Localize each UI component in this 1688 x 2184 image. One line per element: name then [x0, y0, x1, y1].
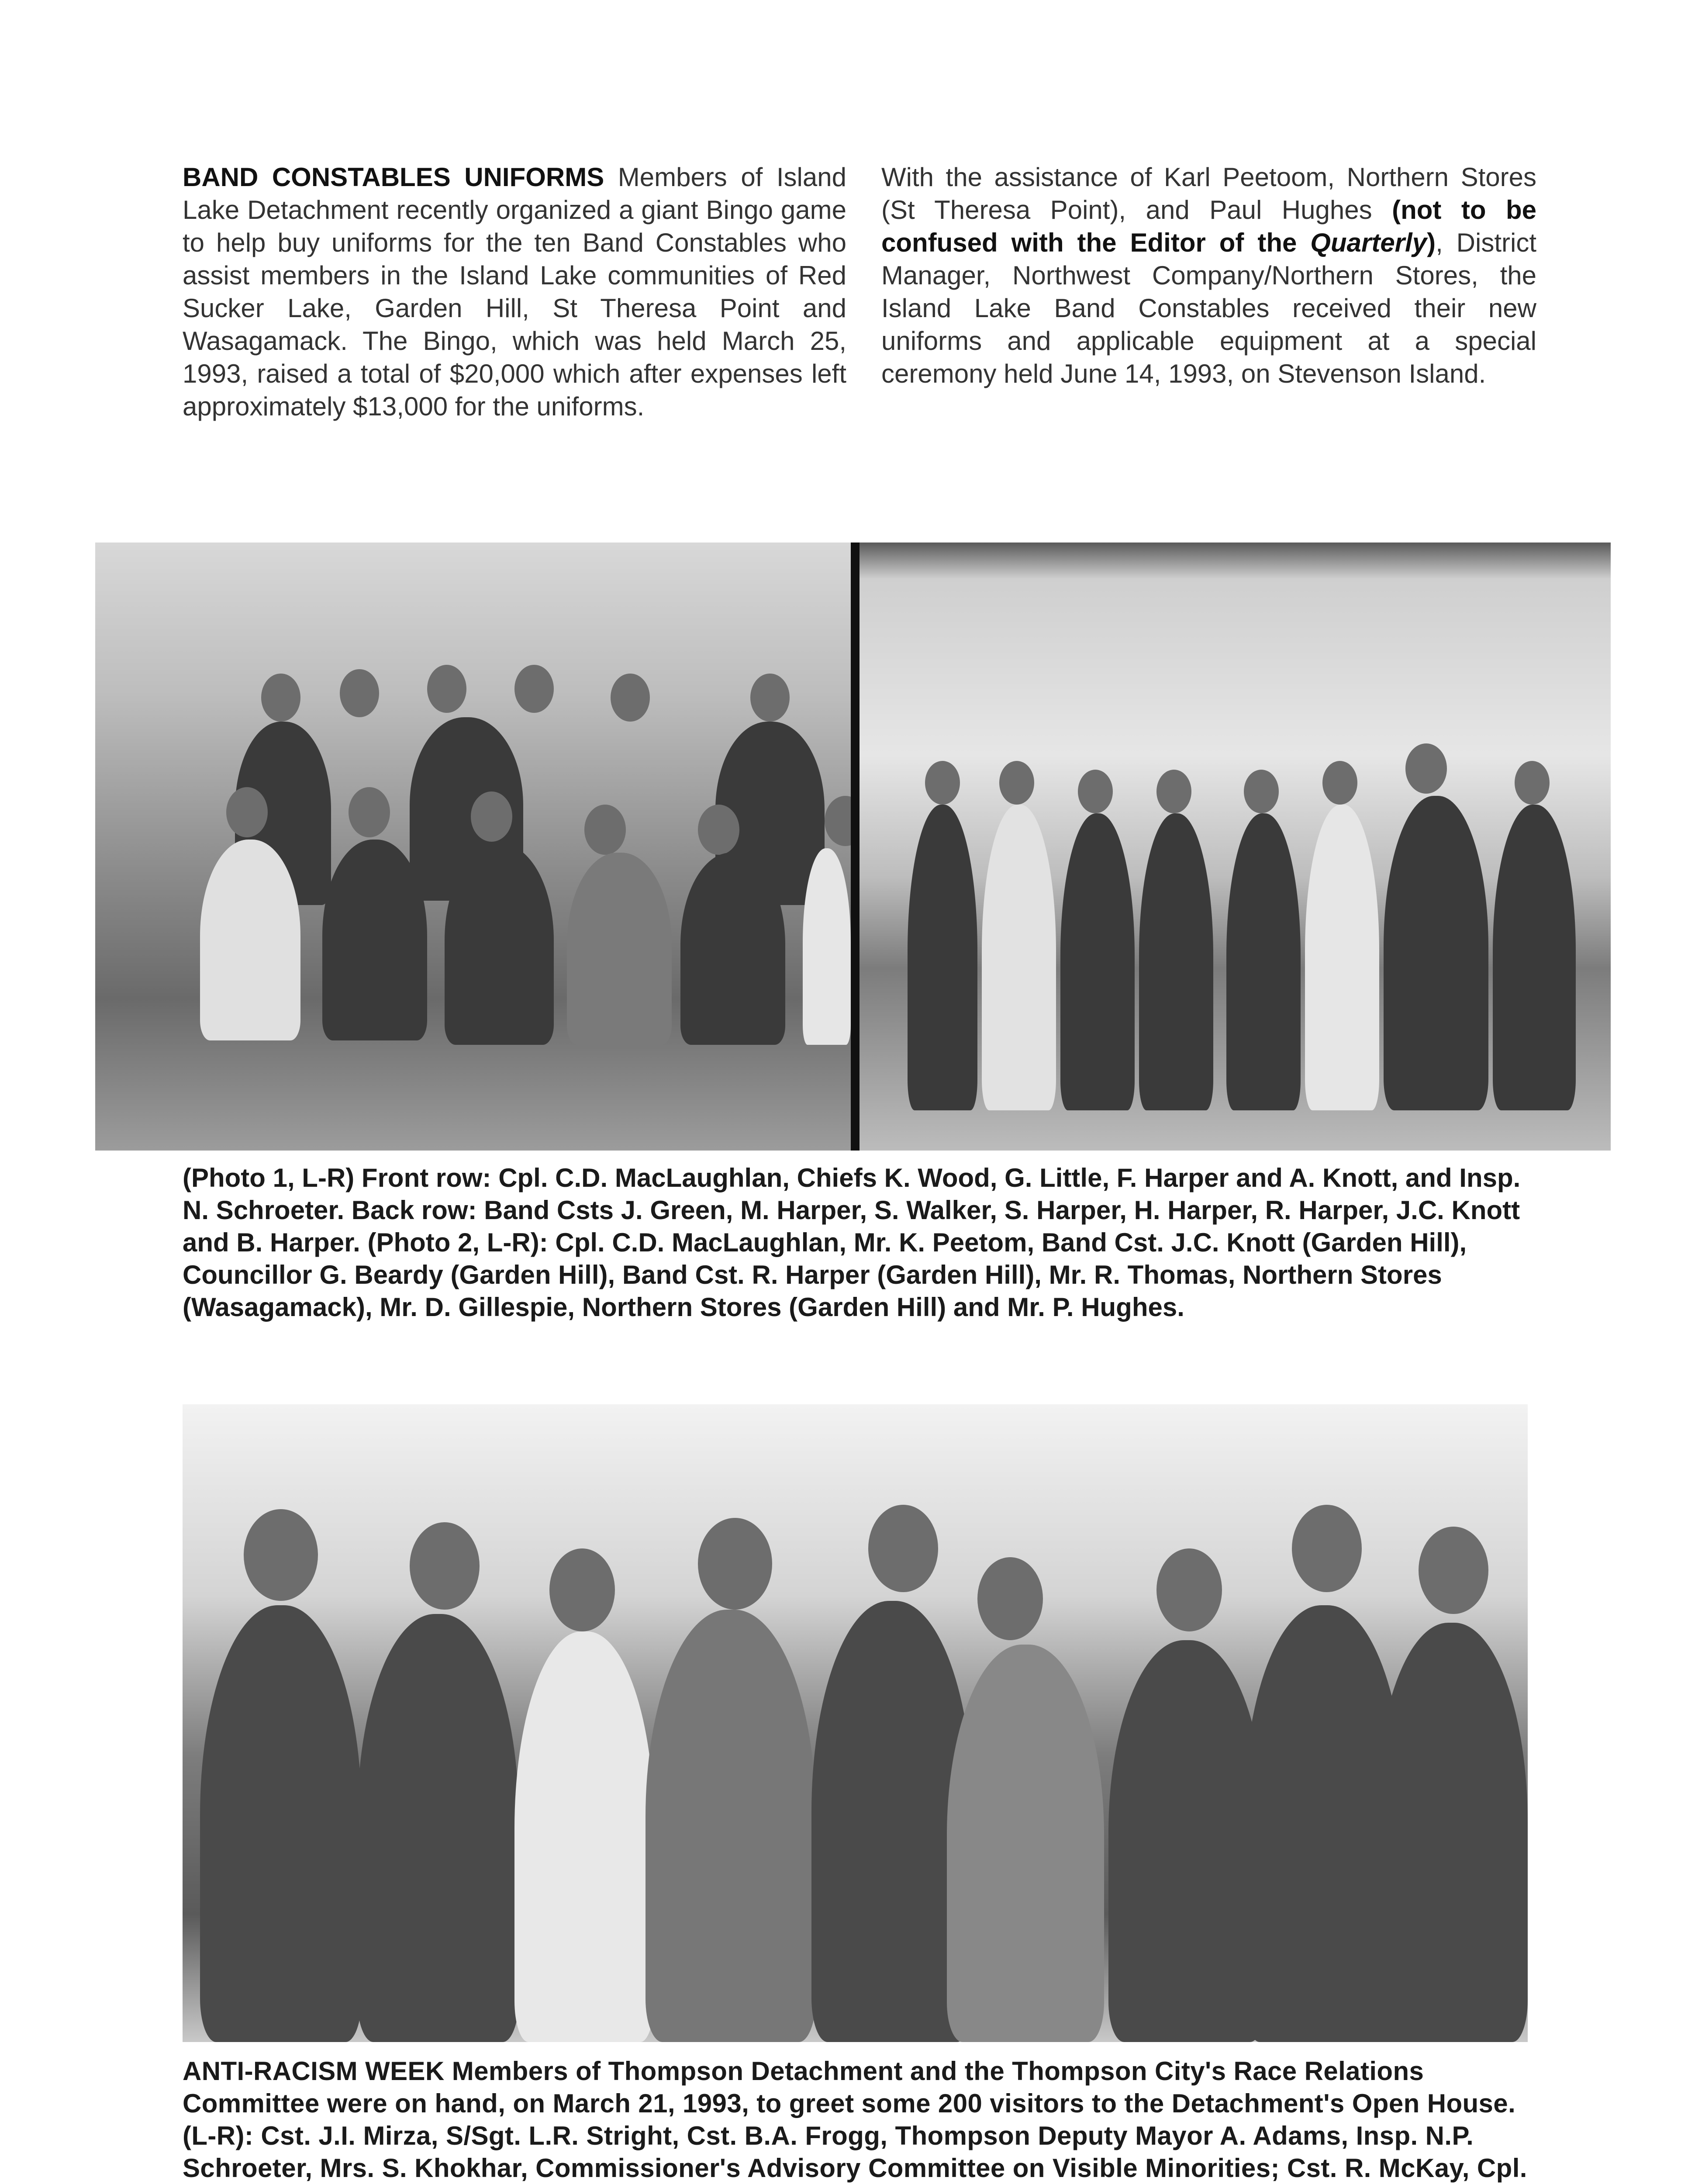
editor-note-close: ): [1427, 228, 1436, 257]
article-right-body-2: , District Manager, Northwest Company/Northern Stores, the Island Lake Band Constables received their new uniforms and applicable equipment at a special ceremony held June 14, 1993, on Stevenson Island.: [881, 228, 1536, 388]
article-left-body: Members of Island Lake Detachment recently organized a giant Bingo game to help buy uniforms for the ten Band Constables who assist members in the Island Lake communities of Red Sucker Lake, Garden Hill, St Theresa Point and Wasagamack. The Bingo, which was held March 25, 1993, raised a total of $20,000 which after expenses left approximately $13,000 for the uniforms.: [183, 162, 846, 421]
photo-divider: [851, 543, 860, 1151]
editor-note-text: (not to be confused with the Editor of the: [881, 195, 1536, 257]
article-heading: BAND CONSTABLES UNIFORMS: [183, 162, 604, 192]
article-left-column: [183, 161, 846, 423]
article-right-column: [881, 161, 1536, 390]
photo-anti-racism-week: [183, 1404, 1528, 2042]
photo-band-constables-group: [95, 543, 851, 1151]
photo-uniform-ceremony: [860, 543, 1611, 1151]
photo-caption-1: (Photo 1, L-R) Front row: Cpl. C.D. MacLaughlan, Chiefs K. Wood, G. Little, F. Harper and A. Knott, and Insp. N. Schroeter. Back row: Band Csts J. Green, M. Harper, S. Walker, S. Harper, H. Harper, R. Harper, J.C. Knott and B. Harper. (Photo 2, L-R): Cpl. C.D. MacLaughlan, Mr. K. Peetom, Band Cst. J.C. Knott (Garden Hill), Councillor G. Beardy (Garden Hill), Band Cst. R. Harper (Garden Hill), Mr. R. Thomas, Northern Stores (Wasagamack), Mr. D. Gillespie, Northern Stores (Garden Hill) and Mr. P. Hughes.: [183, 1163, 1521, 1322]
article-right-body-1: With the assistance of Karl Peetoom, Northern Stores (St Theresa Point), and Paul Hughes: [881, 162, 1536, 225]
quarterly-title: Quarterly: [1310, 228, 1427, 257]
photo-caption-2: ANTI-RACISM WEEK Members of Thompson Detachment and the Thompson City's Race Relations Committee were on hand, on March 21, 1993, to greet some 200 visitors to the Detachment's Open House. (L-R): Cst. J.I. Mirza, S/Sgt. L.R. Stright, Cst. B.A. Frogg, Thompson Deputy Mayor A. Adams, Insp. N.P. Schroeter, Mrs. S. Khokhar, Commissioner's Advisory Committee on Visible Minorities; Cst. R. McKay, Cpl.: [183, 2056, 1527, 2183]
